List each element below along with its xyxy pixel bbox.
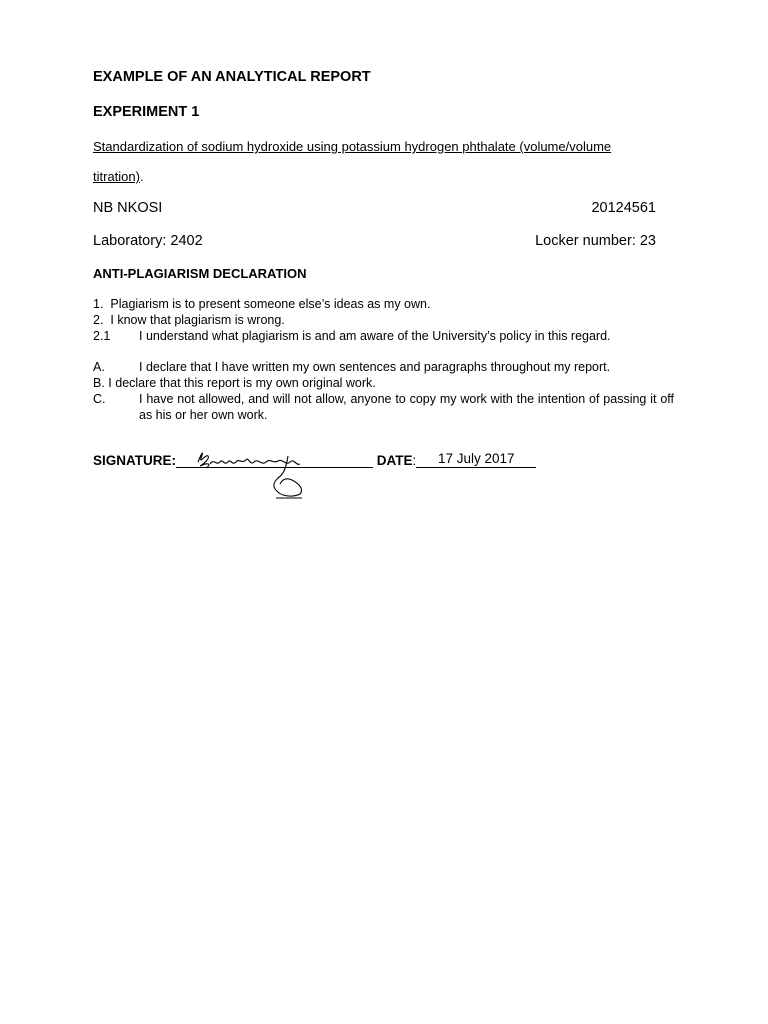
- statement-item: [93, 329, 611, 344]
- student-name: NB NKOSI: [93, 200, 163, 216]
- declaration-item: [93, 360, 610, 375]
- experiment-subject-line-1: Standardization of sodium hydroxide using potassium hydrogen phthalate (volume/volume: [93, 139, 612, 154]
- declaration-heading: ANTI-PLAGIARISM DECLARATION: [93, 266, 307, 281]
- date-colon: :: [412, 453, 417, 468]
- declaration-letter: B.: [93, 376, 105, 390]
- statement-text: Plagiarism is to present someone else’s ideas as my own.: [110, 297, 431, 311]
- student-row: [93, 200, 656, 216]
- signature-label: SIGNATURE:: [93, 453, 176, 468]
- experiment-subject-text: titration): [93, 169, 140, 184]
- lab-row: [93, 233, 656, 249]
- statement-number: 2.: [93, 313, 104, 327]
- declaration-text: I declare that this report is my own original work.: [108, 376, 376, 390]
- statement-item: [93, 297, 430, 312]
- statement-text: I know that plagiarism is wrong.: [110, 313, 285, 327]
- declaration-letter: A.: [93, 360, 105, 374]
- report-title: EXAMPLE OF AN ANALYTICAL REPORT: [93, 69, 371, 85]
- date-label: DATE: [376, 453, 413, 468]
- subject-period: .: [139, 169, 144, 184]
- declaration-letter: C.: [93, 392, 106, 406]
- declaration-item: [93, 376, 376, 391]
- student-number: 20124561: [591, 200, 656, 216]
- locker-number: Locker number: 23: [535, 233, 656, 249]
- declaration-item: [93, 392, 674, 423]
- handwritten-signature: [192, 444, 322, 504]
- statement-item: [93, 313, 285, 328]
- date-value: 17 July 2017: [416, 451, 536, 468]
- declaration-text: I declare that I have written my own sentences and paragraphs throughout my report.: [139, 360, 611, 374]
- statement-number: 1.: [93, 297, 104, 311]
- statement-text: I understand what plagiarism is and am aware of the University’s policy in this regard.: [139, 329, 611, 343]
- laboratory-number: Laboratory: 2402: [93, 233, 203, 249]
- declaration-text: I have not allowed, and will not allow, anyone to copy my work with the intention of passing it off as his or her own work.: [139, 392, 674, 422]
- experiment-heading: EXPERIMENT 1: [93, 104, 200, 120]
- experiment-subject-line-2: [93, 169, 144, 184]
- statement-number: 2.1: [93, 329, 111, 343]
